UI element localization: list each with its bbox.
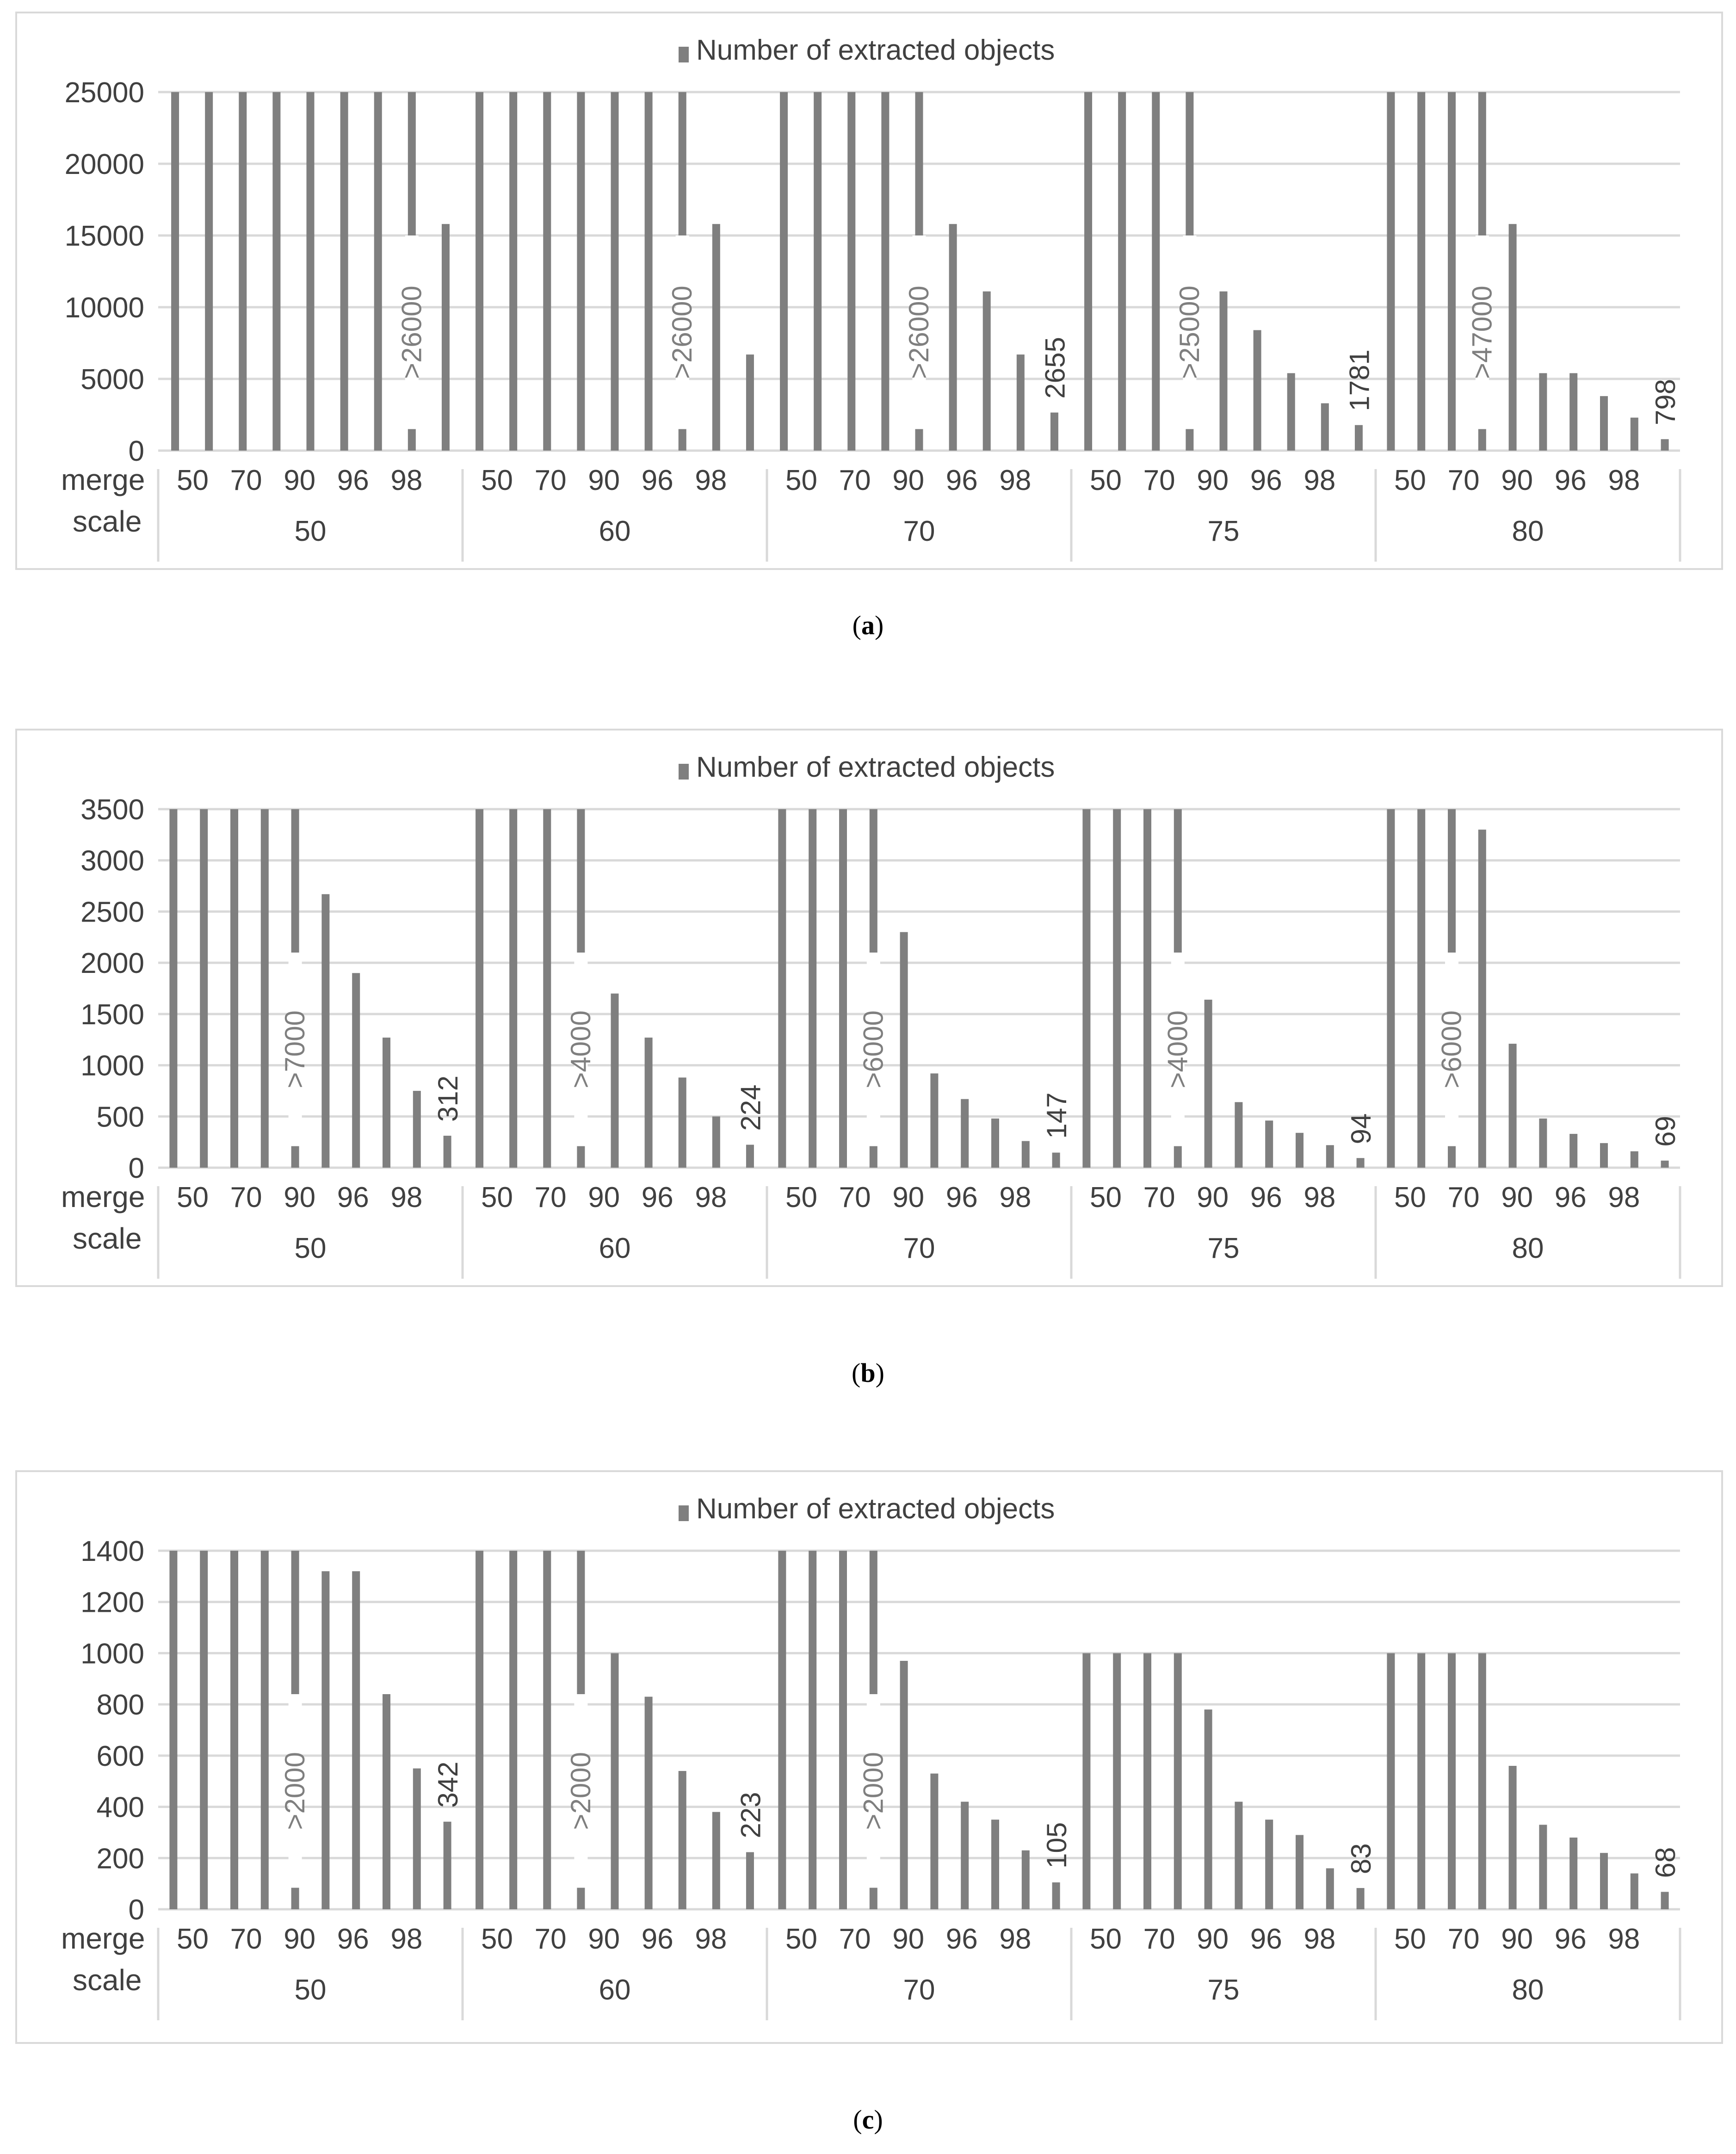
bar [543,809,551,1168]
y-tick-label: 3000 [80,845,144,877]
merge-tick-label: 70 [1143,464,1175,496]
merge-tick-label: 90 [284,464,316,496]
bar [1569,1838,1577,1909]
scale-row-label: scale [73,505,142,538]
bar [1631,1874,1638,1910]
bar [1296,1133,1304,1168]
bar [712,1812,720,1909]
bar [809,809,816,1168]
legend [679,34,1055,66]
merge-tick-label: 98 [695,464,727,496]
merge-tick-label: 90 [1501,1923,1533,1955]
merge-tick-label: 96 [945,464,978,496]
bar [1509,1766,1517,1909]
bar [1235,1802,1242,1910]
bar [200,1551,208,1909]
overflow-label: >47000 [1466,285,1498,379]
merge-tick-label: 98 [390,1182,423,1213]
merge-tick-label: 98 [1608,1182,1640,1213]
scale-row-label: scale [73,1963,142,1997]
merge-tick-label: 50 [177,1182,209,1213]
bar [321,1571,329,1909]
legend [679,1493,1055,1525]
bar [543,1551,551,1909]
merge-tick-label: 90 [892,1923,925,1955]
bar [679,1077,686,1168]
bar [746,354,754,451]
bar [991,1820,999,1909]
bar [413,1091,421,1168]
merge-tick-label: 98 [999,464,1032,496]
merge-tick-label: 98 [999,1182,1032,1213]
bar [1569,373,1577,451]
y-tick-label: 3500 [80,794,144,826]
bar [1022,1141,1030,1168]
bar [352,1571,360,1909]
bar [900,1661,908,1909]
bar [961,1099,969,1168]
bar [961,1802,969,1910]
bar [930,1774,938,1909]
merge-tick-label: 70 [230,1182,262,1213]
bar [1052,1882,1060,1909]
merge-tick-label: 98 [695,1182,727,1213]
merge-tick-label: 96 [1250,1182,1282,1213]
bar [307,92,315,451]
bar [1143,1653,1151,1909]
bar [1321,403,1329,451]
legend [679,751,1055,783]
bar [780,92,788,451]
overflow-label: >26000 [667,285,698,379]
bar [809,1551,816,1909]
bar [340,92,348,451]
legend-label: Number of extracted objects [696,34,1055,66]
bar [444,1822,451,1909]
merge-tick-label: 50 [177,1923,209,1955]
bar [949,224,957,451]
bar [1022,1851,1030,1909]
data-label: 224 [735,1084,766,1131]
bar [230,809,238,1168]
bar [1387,92,1395,451]
merge-tick-label: 50 [177,464,209,496]
chart-panel-c [15,1470,1723,2044]
merge-tick-label: 70 [1447,464,1480,496]
bar [1509,224,1517,451]
bar [1357,1158,1365,1168]
data-label: 342 [432,1761,464,1808]
bar [509,92,517,451]
merge-tick-label: 98 [390,1923,423,1955]
merge-tick-label: 96 [337,464,369,496]
y-tick-label: 1500 [80,998,144,1031]
scale-label: 50 [294,1974,327,2006]
y-tick-label: 0 [128,435,144,467]
merge-tick-label: 70 [1143,1182,1175,1213]
merge-tick-label: 70 [1143,1923,1175,1955]
overflow-label: >26000 [903,285,934,379]
y-tick-label: 0 [128,1152,144,1184]
merge-tick-label: 70 [839,464,871,496]
scale-label: 80 [1512,1232,1544,1264]
merge-tick-label: 98 [695,1923,727,1955]
merge-tick-label: 98 [390,464,423,496]
y-tick-label: 0 [128,1894,144,1926]
merge-tick-label: 50 [1090,1182,1122,1213]
bar [171,92,179,451]
data-label: 147 [1041,1092,1073,1139]
merge-tick-label: 98 [1304,1182,1336,1213]
merge-tick-label: 90 [1501,1182,1533,1213]
bar [611,994,619,1168]
overflow-label: >6000 [858,1010,889,1089]
data-label: 798 [1650,379,1681,426]
data-label: 69 [1650,1115,1681,1147]
y-tick-label: 15000 [64,220,144,252]
data-label: 105 [1041,1822,1073,1869]
bar [1118,92,1126,451]
y-tick-label: 600 [96,1740,144,1772]
merge-tick-label: 90 [588,464,620,496]
bar [1113,1653,1121,1909]
merge-tick-label: 50 [1090,1923,1122,1955]
bar [476,809,483,1168]
bar [272,92,280,451]
bar [1084,92,1092,451]
merge-tick-label: 96 [641,464,673,496]
merge-tick-label: 50 [1394,1923,1426,1955]
bar [1152,92,1160,451]
merge-tick-label: 96 [1250,464,1282,496]
merge-tick-label: 96 [337,1923,369,1955]
scale-row-label: scale [73,1222,142,1255]
bar [261,1551,269,1909]
bar [1296,1835,1304,1909]
merge-tick-label: 70 [1447,1182,1480,1213]
bar [1448,1653,1456,1909]
bar [712,1116,720,1168]
merge-tick-label: 96 [1554,1182,1587,1213]
bar [444,1136,451,1168]
overflow-label: >25000 [1174,285,1205,379]
bar [1661,1892,1669,1909]
bar [1052,1152,1060,1168]
data-label: 223 [735,1792,766,1838]
bar [778,1551,786,1909]
data-label: 2655 [1039,337,1071,399]
bar [712,224,720,451]
merge-tick-label: 98 [1608,464,1640,496]
bar [476,1551,483,1909]
bar [645,1038,653,1168]
legend-label: Number of extracted objects [696,1493,1055,1525]
merge-tick-label: 70 [534,464,567,496]
merge-tick-label: 90 [284,1182,316,1213]
legend-label: Number of extracted objects [696,751,1055,783]
bar [1631,1151,1638,1168]
data-label: 312 [432,1075,464,1122]
merge-tick-label: 70 [534,1182,567,1213]
legend-swatch [679,764,689,780]
scale-label: 80 [1512,1974,1544,2006]
merge-tick-label: 70 [534,1923,567,1955]
merge-tick-label: 96 [641,1182,673,1213]
merge-tick-label: 96 [1250,1923,1282,1955]
scale-label: 75 [1207,515,1240,547]
bar [1143,809,1151,1168]
bar-chart-a [17,13,1725,572]
bar [611,92,619,451]
bar [930,1073,938,1168]
y-tick-label: 800 [96,1689,144,1721]
bar [383,1694,390,1909]
bar [814,92,822,451]
bar [374,92,382,451]
bar [230,1551,238,1909]
y-tick-label: 400 [96,1791,144,1824]
bar [1448,92,1456,451]
bar [1631,418,1638,451]
merge-tick-label: 96 [1554,464,1587,496]
merge-tick-label: 90 [1197,464,1229,496]
bar [1417,809,1425,1168]
merge-tick-label: 70 [839,1923,871,1955]
bar [645,1697,653,1909]
merge-tick-label: 96 [337,1182,369,1213]
chart-panel-a [15,12,1723,570]
legend-swatch [679,1505,689,1521]
y-tick-label: 1000 [80,1050,144,1082]
merge-tick-label: 98 [1304,464,1336,496]
y-tick-label: 2000 [80,947,144,980]
overflow-label: >7000 [279,1010,311,1089]
bar [1417,92,1425,451]
data-label: 83 [1346,1843,1377,1875]
bar [509,809,517,1168]
scale-label: 50 [294,515,327,547]
merge-tick-label: 90 [892,464,925,496]
overflow-label: >2000 [565,1752,596,1830]
bar [1205,1709,1212,1909]
bar [1265,1820,1273,1909]
bar [205,92,213,451]
bar [1205,1000,1212,1168]
overflow-label: >2000 [858,1752,889,1830]
merge-tick-label: 90 [588,1923,620,1955]
bar [1539,1119,1547,1168]
merge-tick-label: 96 [945,1923,978,1955]
bar [1357,1888,1365,1909]
y-tick-label: 10000 [64,292,144,324]
merge-row-label: merge [61,1180,145,1213]
caption-c: (c) [853,2104,883,2135]
bar [383,1038,390,1168]
bar [1287,373,1295,451]
scale-label: 70 [903,1974,935,2006]
bar [321,894,329,1168]
bar [746,1145,754,1168]
merge-tick-label: 70 [230,1923,262,1955]
y-tick-label: 2500 [80,896,144,928]
bar [1174,1653,1182,1909]
merge-tick-label: 96 [945,1182,978,1213]
merge-tick-label: 70 [230,464,262,496]
scale-label: 60 [599,1974,631,2006]
merge-tick-label: 50 [785,1182,817,1213]
scale-label: 70 [903,515,935,547]
merge-tick-label: 50 [785,464,817,496]
bar [881,92,889,451]
merge-tick-label: 70 [839,1182,871,1213]
bar [543,92,551,451]
scale-label: 75 [1207,1974,1240,2006]
bar-chart-b [17,730,1725,1289]
data-label: 1781 [1344,349,1375,411]
bar [169,1551,177,1909]
merge-tick-label: 50 [1090,464,1122,496]
y-tick-label: 25000 [64,77,144,109]
bar [839,1551,847,1909]
scale-label: 80 [1512,515,1544,547]
y-tick-label: 1000 [80,1638,144,1670]
overflow-label: >2000 [279,1752,311,1830]
y-tick-label: 1200 [80,1586,144,1619]
bar [352,973,360,1168]
bar [991,1119,999,1168]
bar [1254,330,1261,451]
merge-tick-label: 50 [785,1923,817,1955]
y-tick-label: 200 [96,1843,144,1875]
bar [1600,1853,1608,1909]
caption-a: (a) [852,610,884,640]
bar [1017,354,1025,451]
bar [1387,809,1395,1168]
scale-label: 60 [599,1232,631,1264]
bar [847,92,855,451]
bar [1082,809,1090,1168]
bar [1478,1653,1486,1909]
bar [1509,1044,1517,1168]
y-tick-label: 5000 [80,364,144,396]
bar [1082,1653,1090,1909]
bar [1569,1134,1577,1168]
bar [778,809,786,1168]
merge-tick-label: 98 [1608,1923,1640,1955]
bar [1417,1653,1425,1909]
merge-tick-label: 70 [1447,1923,1480,1955]
bar [1113,809,1121,1168]
bar [1600,396,1608,451]
bar [577,92,585,451]
merge-tick-label: 98 [1304,1923,1336,1955]
bar [611,1653,619,1909]
bar [200,809,208,1168]
y-tick-label: 500 [96,1101,144,1133]
legend-swatch [679,47,689,62]
bar [1539,373,1547,451]
merge-tick-label: 90 [284,1923,316,1955]
merge-tick-label: 50 [481,464,513,496]
merge-tick-label: 90 [892,1182,925,1213]
bar [1265,1120,1273,1168]
merge-tick-label: 50 [481,1923,513,1955]
bar [839,809,847,1168]
bar [983,291,991,451]
bar [239,92,247,451]
bar [169,809,177,1168]
merge-tick-label: 90 [1197,1923,1229,1955]
bar [442,224,450,451]
bar [746,1852,754,1909]
y-tick-label: 1400 [80,1535,144,1567]
data-label: 94 [1346,1113,1377,1145]
scale-label: 60 [599,515,631,547]
overflow-label: >26000 [396,285,427,379]
scale-label: 75 [1207,1232,1240,1264]
y-tick-label: 20000 [64,149,144,180]
bar [1050,413,1058,451]
bar [679,1771,686,1909]
merge-tick-label: 96 [641,1923,673,1955]
bar [1478,829,1486,1168]
merge-tick-label: 50 [1394,464,1426,496]
bar [1539,1825,1547,1909]
chart-panel-b [15,729,1723,1287]
bar [1387,1653,1395,1909]
bar-chart-c [17,1472,1725,2046]
bar [1220,291,1228,451]
bar [476,92,483,451]
merge-tick-label: 96 [1554,1923,1587,1955]
data-label: 68 [1650,1847,1681,1878]
merge-row-label: merge [61,463,145,496]
overflow-label: >4000 [1162,1010,1193,1089]
bar [1661,1161,1669,1168]
merge-tick-label: 50 [481,1182,513,1213]
merge-tick-label: 98 [999,1923,1032,1955]
merge-tick-label: 90 [1501,464,1533,496]
bar [1235,1102,1242,1168]
merge-tick-label: 90 [588,1182,620,1213]
overflow-label: >6000 [1436,1010,1467,1089]
merge-row-label: merge [61,1922,145,1955]
bar [509,1551,517,1909]
overflow-label: >4000 [565,1010,596,1089]
bar [1600,1143,1608,1168]
bar [1326,1868,1334,1909]
scale-label: 50 [294,1232,327,1264]
bar [1326,1145,1334,1168]
bar [1661,439,1669,451]
bar [900,932,908,1168]
merge-tick-label: 90 [1197,1182,1229,1213]
scale-label: 70 [903,1232,935,1264]
merge-tick-label: 50 [1394,1182,1426,1213]
caption-b: (b) [852,1358,884,1388]
bar [1355,425,1363,451]
bar [645,92,653,451]
bar [413,1769,421,1909]
bar [261,809,269,1168]
